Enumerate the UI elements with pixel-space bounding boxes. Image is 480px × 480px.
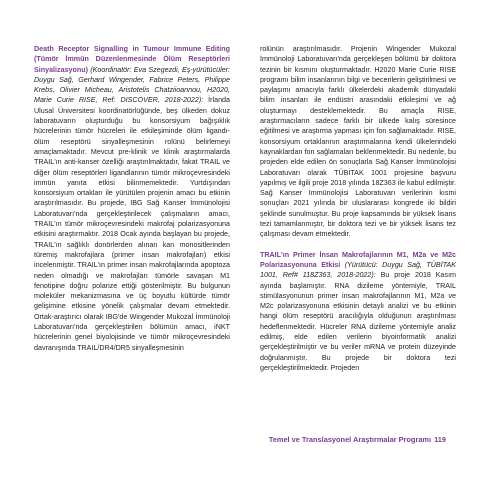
project1-meta: (Koordinatör: Eva Szegezdi, Eş-yürütücüler: Duygu Sağ, Gerhard Wingender, Fabrice Peters, Philippe Krebs, Olivier Micheau, Aristotelis Chatziioannou, H2020, Marie Curie RISE, Ref: DISCOVER, 2018-2022): <box>34 65 230 105</box>
project2-paragraph <box>260 250 456 374</box>
page-footer <box>269 435 446 444</box>
project1-body-continued: rolünün araştırılmasıdır. Projenin Wingender Mukozal İmmünoloji Laboratuvarı'nda gerçekleşen bölümü bir doktora tezinin bir kısmını oluşturmaktadır. H2020 Marie Curie RISE programı bilim insanlarının bilgi ve becerilerin geliştirilmesi ve paylaşımı amacıyla farklı ülkelerdeki akademik dünyadaki bilim insanları ile endüstri arasındaki etkileşimi ve ağ oluşturmayı desteklemektedir. Bu amaçla RISE, araştırmacıların sadece farklı bir ülkede kalış süresince eğitilmesi ve araştırma yapması için fon sağlamaktadır. RISE, konsorsiyum ortaklarının araştırmalarına kendi ülkelerindeki kaynaklardan fon sağlamaları beklenmektedir. Bu nedenle, bu projeden elde edilen ön sonuçlarla Sağ Kanser İmmünolojisi Laboratuvarı olarak TÜBİTAK 1001 projesine başvuru yapılmış ve ilgili proje 2018 yılında 18Z363 ile kabul edilmiştir. Sağ Kanser İmmünolojisi Laboratuvarı verilerinin kısmi sonuçları 2021 yılında bir uluslararası kongrede iki bildiri şeklinde sunulmuştur. Bu proje kapsamında bir yüksek lisans tezi tamamlanmıştır, bir doktora tezi ve bir yüksek lisans tez çalışması devam etmektedir. <box>260 45 456 239</box>
page-number: 119 <box>434 435 446 444</box>
project2-heading: TRAIL'ın Primer İnsan Makrofajlarının M1, M2a ve M2c Polarizasyonuna Etkisi <box>260 250 456 269</box>
project2-meta: (Yürütücü: Duygu Sağ, TÜBİTAK 1001, Ref# 118Z363, 2018-2022): <box>260 260 456 280</box>
right-column <box>260 44 456 373</box>
project1-heading: Death Receptor Signalling in Tumour Immune Editing (Tümör İmmün Düzenlenmesinde Ölüm Reseptörleri Sinyalizasyonu) <box>34 45 230 74</box>
project1-body: İrlanda Ulusal Üniversitesi koordinatörlüğünde, beş ülkeden dokuz laboratuvarın oluşturduğu bu konsorsiyum bağışıklık hücrelerinin tümör hücreleri ile etkileşiminde ölüm ligandı-ölüm reseptörü sinyalleşmesinin rolünü belirlemeyi amaçlamaktadır. Mevcut pre-klinik ve klinik araştırmalarda TRAIL'ın anti-kanser özelliği araştırılmaktadır, fakat TRAIL ve diğer ölüm reseptörleri ligandlarının tümör mikroçevresindeki immün yanıta etkisi bilinmemektedir. Yurtdışından konsorsiyum ortakları ile yürütülen projenin amacı bu etkinin araştırılmasıdır. Bu projede, IBG Sağ Kanser İmmünolojisi Laboratuvarı'nda gerçekleştirilecek çalışmaların amacı, TRAIL'ın tümör mikroçevresindeki makrofaj polarizasyonuna etkisini araştırmaktır. 2018 Ocak ayında başlayan bu projede, TRAIL'ın sağlıklı donörlerden alınan kan monositlerinden türemiş makrofajlara (primer insan makrofajları) etkisi incelenmiştir. TRAIL'ın primer insan makrofajlarında apoptoza neden olmadığı ve makrofajları tümörle savaşan M1 fenotipine doğru polarize ettiği gösterilmiştir. Bu bulgunun moleküler mekanizmasına ve üç boyutlu kültürde tümör gelişimine etkisine yönelik çalışmalar devam etmektedir. Ortak-araştırıcı olarak IBG'de Wingender Mukozal İmmünoloji Laboratuvarı'nda gerçekleştirilen bölümün amacı, iNKT hücrelerinin genel biyolojisinde ve tümör mikroçevresindeki davranışında TRAIL/DR4/DR5 sinyalleşmesinin <box>34 96 231 352</box>
project1-paragraph <box>34 44 230 353</box>
footer-program-title: Temel ve Translasyonel Araştırmalar Programı <box>268 435 432 444</box>
left-column <box>34 44 230 353</box>
project2-body: Bu proje 2018 Kasım ayında başlamıştır. RNA dizileme yöntemiyle, TRAIL stimülasyonunun primer insan makrofajlarının M1, M2a ve M2c polarizasyonuna etkisinin detaylı analizi ve bu etkinin hangi ölüm reseptörü aracılığıyla olduğunun araştırılması hedeflenmektedir. Hücreler RNA dizileme yöntemiyle analiz edilmiş, elde edilen verilerin biyoinformatik analizi gerçekleştirilmiştir ve bu veriler mRNA ve protein düzeyinde doğrulanmıştır. Bu projede bir doktora tezi gerçekleştirilmektedir. Projeden <box>260 271 456 372</box>
paragraph-gap <box>260 240 456 250</box>
